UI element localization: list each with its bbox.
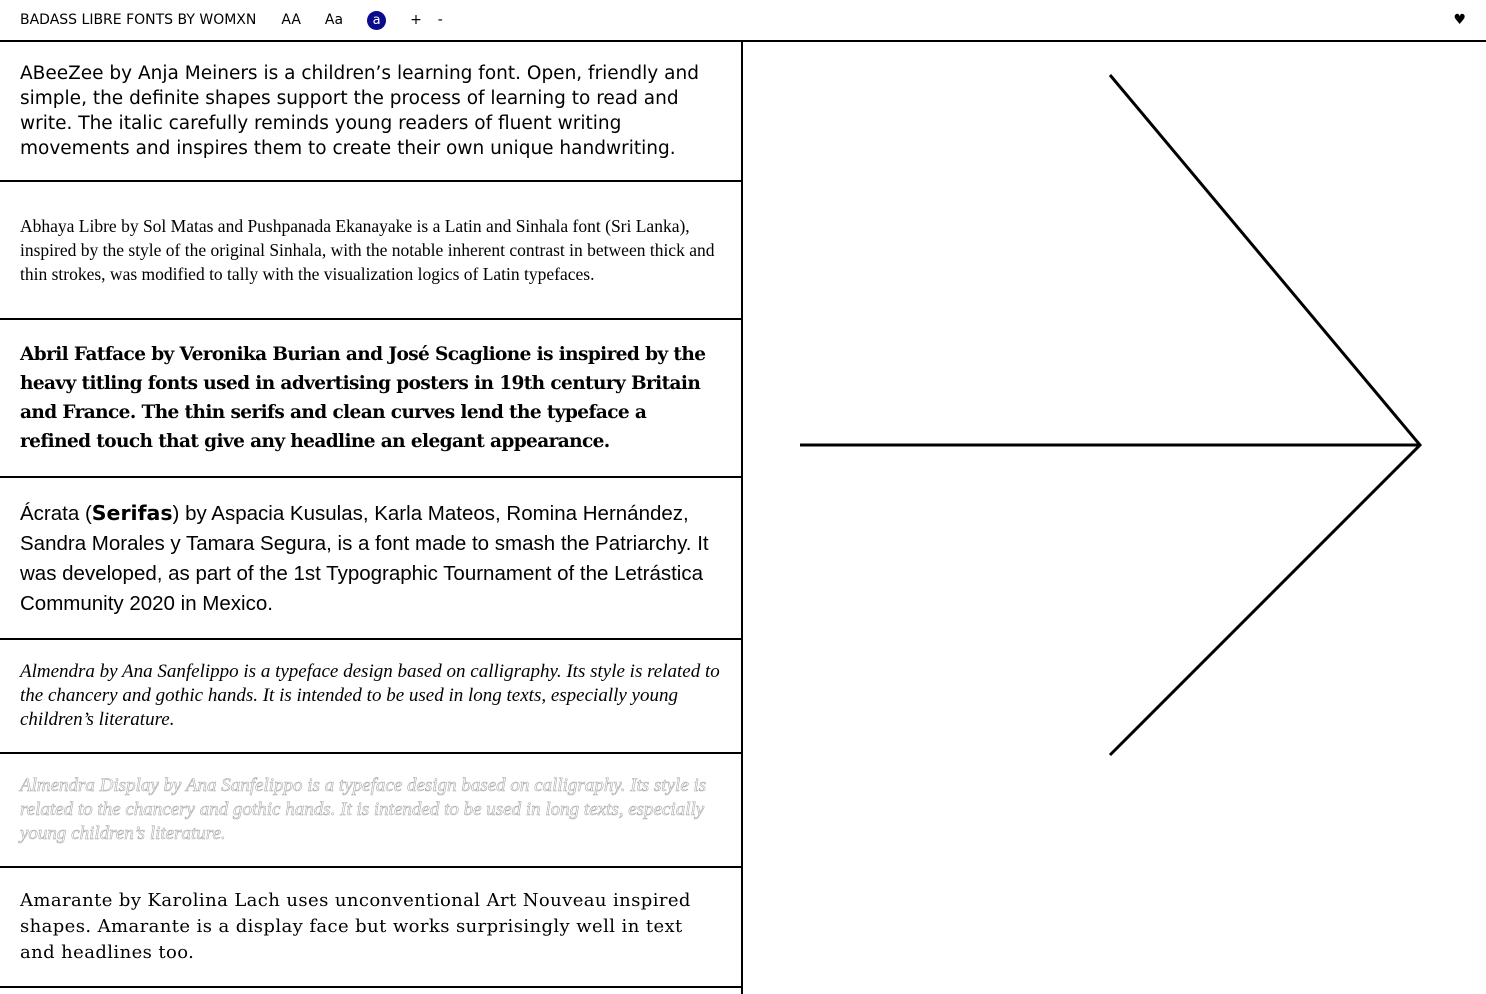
font-description: Abhaya Libre by Sol Matas and Pushpanada Ekanayake is a Latin and Sinhala font (Sri Lanka), inspired by the style of the original Sinhala, with the notable inherent contrast in between thick and thin strokes, was modified to tally with the visualization logics of Latin typefaces. <box>20 216 715 284</box>
font-description: ABeeZee by Anja Meiners is a children’s learning font. Open, friendly and simple, the definite shapes support the process of learning to read and write. The italic carefully reminds young readers of fluent writing movements and inspires them to create their own unique handwriting. <box>20 63 699 159</box>
heart-icon[interactable]: ♥ <box>1453 12 1466 28</box>
font-item-abril-fatface[interactable] <box>0 320 741 478</box>
desc-part: ) by Aspacia Kusulas, Karla Mateos, Romina Hernández, Sandra Morales y Tamara Segura, is a font made to smash the Patriarchy. It was developed, as part of the 1st Typographic Tournament of the Letrástica Community 2020 in Mexico. <box>20 501 709 615</box>
lowercase-button[interactable]: a <box>367 11 386 30</box>
font-description <box>20 498 721 619</box>
font-description: Abril Fatface by Veronika Burian and José Scaglione is inspired by the heavy titling fonts used in advertising posters in 19th century Britain and France. The thin serifs and clean curves lend the typeface a refined touch that give any headline an elegant appearance. <box>20 344 706 452</box>
arrow-head <box>1110 75 1420 755</box>
site-title: BADASS LIBRE FONTS BY WOMXN <box>20 12 257 28</box>
font-description: Amarante by Karolina Lach uses unconventional Art Nouveau inspired shapes. Amarante is a display face but works surprisingly well in text and headlines too. <box>20 890 691 963</box>
font-item-amarante[interactable] <box>0 868 741 988</box>
font-item-abeezee[interactable] <box>0 42 741 182</box>
uppercase-button[interactable]: AA <box>281 12 301 28</box>
mixedcase-button[interactable]: Aa <box>324 12 344 28</box>
top-bar <box>0 0 1486 42</box>
foundry-name: Serifas <box>91 500 173 525</box>
font-item-acrata[interactable] <box>0 478 741 640</box>
desc-part: Ácrata ( <box>20 501 92 525</box>
font-list <box>0 42 743 994</box>
arrow-right-icon[interactable] <box>743 42 1486 994</box>
font-item-almendra[interactable] <box>0 640 741 754</box>
font-description: Almendra Display by Ana Sanfelippo is a typeface design based on calligraphy. Its style is related to the chancery and gothic hands. It is intended to be used in long texts, especially young children’s literature. <box>20 775 707 844</box>
increase-size-button[interactable]: + <box>410 12 422 28</box>
decrease-size-button[interactable]: - <box>437 12 443 28</box>
font-item-almendra-display[interactable] <box>0 754 741 868</box>
font-item-abhaya-libre[interactable] <box>0 182 741 320</box>
font-description: Almendra by Ana Sanfelippo is a typeface design based on calligraphy. Its style is related to the chancery and gothic hands. It is intended to be used in long texts, especially young children’s literature. <box>20 661 720 730</box>
